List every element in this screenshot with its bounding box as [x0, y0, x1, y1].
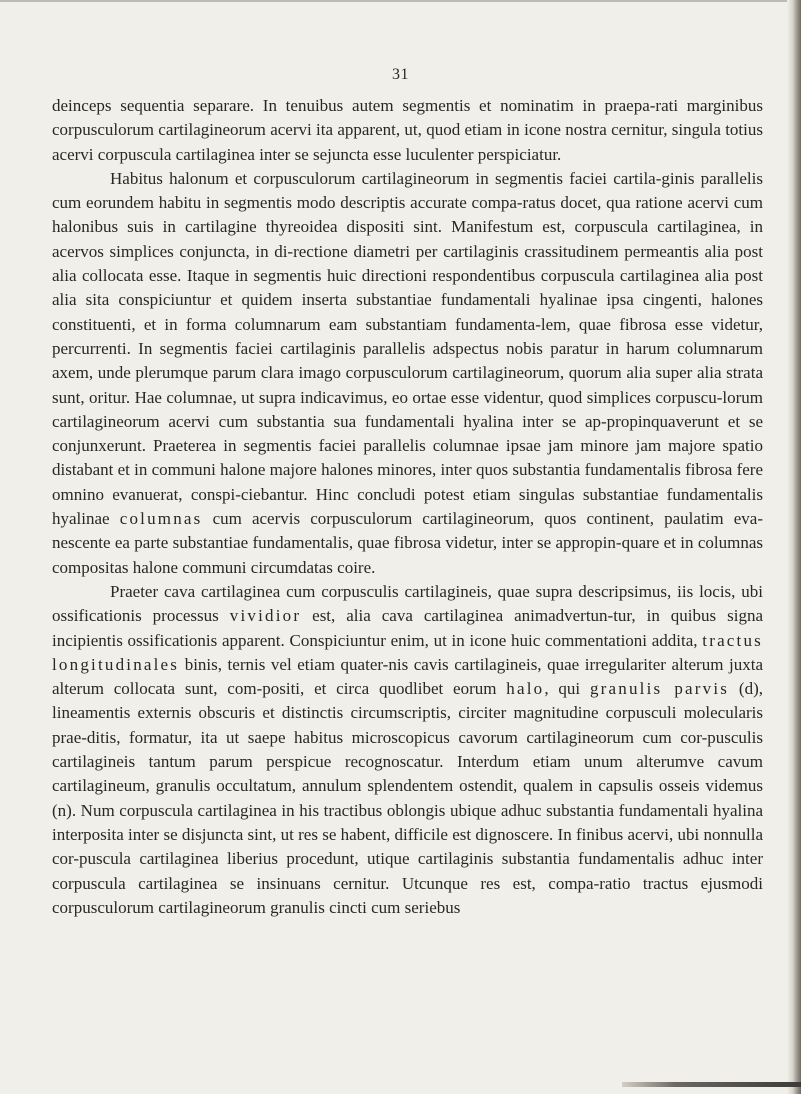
paragraph-3	[52, 580, 763, 920]
spaced-term-granulis-parvis: granulis parvis	[589, 679, 730, 699]
bottom-edge-bar	[622, 1082, 801, 1087]
paragraph-3-text-a: Praeter cava cartilaginea cum corpusculis cartilagineis, quae supra descripsimus, iis locis, ubi ossificationis processus	[52, 581, 763, 626]
spaced-term-halo: halo	[506, 679, 545, 699]
page-binding-edge	[787, 0, 801, 1094]
paragraph-2-text-a: Habitus halonum et corpusculorum cartilagineorum in segmentis faciei cartila-ginis parallelis cum eorundem habitu in segmentis modo descriptis accurate compa-ratus docet, qua ratione acervi cum halonibus suis in cartilagine thyreoidea dispositi sint. Manifestum est, corpuscula cartilaginea, in acervos simplices conjuncta, in di-rectione diametri per cartilaginis crassitudinem permeantis alia post alia collocata esse. Itaque in segmentis huic directioni respondentibus corpuscula cartilaginea alia post alia sita conspiciuntur et quidem inserta substantiae fundamentali hyalinae ipsa cingenti, halones constituenti, et in forma columnarum eam substantiam fundamenta-lem, quae fibrosa esse videtur, percurrenti. In segmentis faciei cartilaginis parallelis adspectus nobis paratur in harum columnarum axem, unde plerumque parum clara imago corpusculorum cartilagineorum, quorum alia super alia strata sunt, oritur. Hae columnae, ut supra indicavimus, eo ortae esse videntur, quod simplices corpuscu-lorum cartilagineorum acervi cum substantia sua fundamentali hyalina inter se ap-propinquaverunt et se conjunxerunt. Praeterea in segmentis faciei parallelis columnae ipsae jam minore jam majore spatio distabant et in communi halone majore halones minores, inter quos substantia fundamentalis fibrosa fere omnino evanuerat, conspi-ciebantur. Hinc concludi potest etiam singulas substantiae fundamentalis hyalinae	[52, 168, 763, 529]
spaced-term-tractus-longitudinales: tractus longitudinales	[52, 630, 763, 674]
paragraph-2	[52, 167, 763, 580]
paragraph-1	[52, 94, 763, 167]
spaced-term-vividior: vividior	[229, 606, 302, 626]
paragraph-3-text-b: est, alia cava cartilaginea animadvertun-tur, in quibus signa incipientis ossificationis apparent. Conspiciuntur enim, ut in icone huic commentationi addita,	[52, 606, 763, 650]
paragraph-1-text: deinceps sequentia separare. In tenuibus autem segmentis et nominatim in praepa-rati marginibus corpusculorum cartilagineorum acervi ita apparent, ut, quod etiam in icone nostra cernitur, singula totius acervi corpuscula cartilaginea inter se sejuncta esse luculenter perspiciatur.	[52, 96, 763, 164]
paragraph-3-text-e: (d), lineamentis externis obscuris et distinctis circumscriptis, circiter magnitudine corpusculi molecularis prae-ditis, formatur, ita ut saepe habitus microscopicus cavorum cartilagineorum cum cor-pusculis cartilagineis tantum parum perspicue recognoscatur. Interdum etiam unum alterumve cavum cartilagineum, granulis occultatum, annulum splendentem ostendit, qualem in capsulis osseis videmus (n). Num corpuscula cartilaginea in his tractibus oblongis ubique adhuc substantia fundamentali hyalina interposita inter se disjuncta sint, ut res se habent, difficile est dignoscere. In finibus acervi, ubi nonnulla cor-puscula cartilaginea liberius procedunt, utique cartilaginis substantia fundamentalis adhuc inter corpuscula cartilaginea se insinuans cernitur. Utcunque res est, compa-ratio tractus ejusmodi corpusculorum cartilagineorum granulis cincti cum seriebus	[52, 679, 763, 917]
paragraph-2-text-b: cum acervis corpusculorum cartilagineorum, quos continent, paulatim eva-nescente ea parte substantiae fundamentalis, quae fibrosa videtur, inter se appropin-quare et in columnas compositas halone communi circumdatas coire.	[52, 509, 763, 577]
body-text	[52, 94, 763, 920]
paragraph-3-text-c: binis, ternis vel etiam quater-nis cavis cartilagineis, quae irregulariter alterum juxta alterum collocata sunt, com-positi, et circa quodlibet eorum	[52, 654, 763, 699]
spaced-term-columnas: columnas	[119, 509, 203, 529]
top-edge-line	[0, 0, 800, 2]
paragraph-3-text-d: , qui	[544, 679, 590, 699]
page-number: 31	[392, 66, 409, 83]
